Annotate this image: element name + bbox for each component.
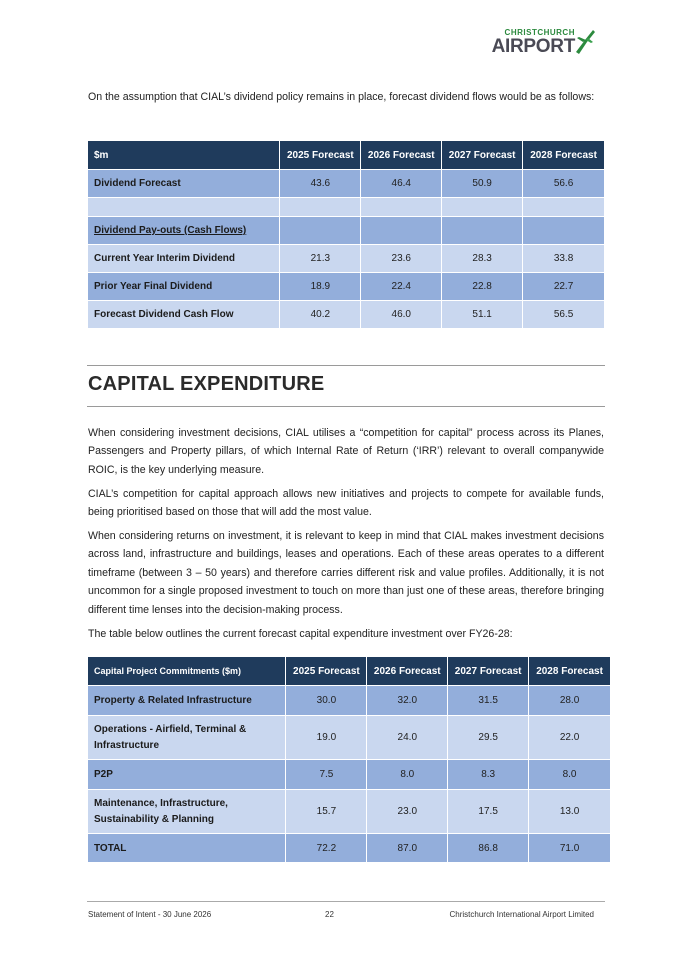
table-row (88, 301, 605, 329)
table-row (88, 716, 611, 760)
body-paragraph: When considering investment decisions, CIAL utilises a “competition for capital” process across its Planes, Passengers and Property pillars, of which Internal Rate of Return (‘IRR’) relevant to overall companywide ROIC, is the key underlying measure. (88, 427, 604, 476)
table-cell: 31.5 (448, 686, 529, 716)
table-header-cell: 2027 Forecast (448, 657, 529, 686)
body-paragraph: When considering returns on investment, it is relevant to keep in mind that CIAL makes investment decisions across land, infrastructure and buildings, leases and operations. Each of these areas operates to a different timeframe (between 3 – 50 years) and therefore carries different risk and value profiles. Additionally, it is not uncommon for a single proposed investment to touch on more than just one of these areas, therefore bringing different time lenses into the decision-making process. (88, 530, 604, 616)
table-row (88, 217, 605, 245)
table-cell: 23.6 (361, 245, 442, 273)
table-cell: 24.0 (367, 716, 448, 760)
table-cell: 56.6 (523, 170, 605, 198)
table-header-cell: 2027 Forecast (442, 141, 523, 170)
table-row (88, 790, 611, 834)
footer-company-name: Christchurch International Airport Limited (449, 910, 594, 919)
table-header-cell: 2028 Forecast (523, 141, 605, 170)
table-row (88, 273, 605, 301)
table-header-cell: 2025 Forecast (286, 657, 367, 686)
table-row (88, 686, 611, 716)
table-cell: 17.5 (448, 790, 529, 834)
row-label: Dividend Forecast (88, 170, 280, 198)
table-cell: 71.0 (529, 834, 611, 863)
footer-document-title: Statement of Intent - 30 June 2026 (88, 910, 212, 919)
table-cell: 28.0 (529, 686, 611, 716)
plane-leaf-icon (573, 26, 597, 56)
table-cell: 8.0 (367, 760, 448, 790)
table-cell (280, 198, 361, 217)
row-label: Maintenance, Infrastructure, Sustainability & Planning (88, 790, 286, 834)
table-cell: 22.4 (361, 273, 442, 301)
company-logo (485, 24, 597, 64)
table-cell: 28.3 (442, 245, 523, 273)
table-row (88, 760, 611, 790)
body-paragraph: CIAL’s competition for capital approach allows new initiatives and projects to compete for available funds, being prioritised based on those that will add the most value. (88, 488, 604, 519)
table-cell (361, 217, 442, 245)
table-cell: 13.0 (529, 790, 611, 834)
table-cell: 22.0 (529, 716, 611, 760)
table-cell: 23.0 (367, 790, 448, 834)
table-cell: 18.9 (280, 273, 361, 301)
row-label: Forecast Dividend Cash Flow (88, 301, 280, 329)
table-cell: 40.2 (280, 301, 361, 329)
table-cell: 32.0 (367, 686, 448, 716)
row-label: P2P (88, 760, 286, 790)
table-cell: 46.0 (361, 301, 442, 329)
table-cell: 87.0 (367, 834, 448, 863)
footer-divider (87, 901, 605, 902)
capex-table (87, 656, 611, 863)
table-cell (523, 217, 605, 245)
table-cell (280, 217, 361, 245)
table-header-cell: 2028 Forecast (529, 657, 611, 686)
table-cell: 51.1 (442, 301, 523, 329)
table-cell: 21.3 (280, 245, 361, 273)
table-header-cell: $m (88, 141, 280, 170)
table-cell: 15.7 (286, 790, 367, 834)
section-title: CAPITAL EXPENDITURE (88, 373, 325, 395)
table-cell (442, 217, 523, 245)
table-cell: 86.8 (448, 834, 529, 863)
table-cell (442, 198, 523, 217)
table-cell: 8.0 (529, 760, 611, 790)
row-label (88, 198, 280, 217)
table-cell: 72.2 (286, 834, 367, 863)
table-cell: 22.7 (523, 273, 605, 301)
row-label: Property & Related Infrastructure (88, 686, 286, 716)
table-cell: 22.8 (442, 273, 523, 301)
row-label: Prior Year Final Dividend (88, 273, 280, 301)
intro-paragraph: On the assumption that CIAL’s dividend policy remains in place, forecast dividend flows would be as follows: (88, 91, 595, 103)
row-label: Operations - Airfield, Terminal & Infrastructure (88, 716, 286, 760)
table-header-cell: 2025 Forecast (280, 141, 361, 170)
section-divider-top (87, 365, 605, 366)
table-header-cell: Capital Project Commitments ($m) (88, 657, 286, 686)
table-header-row (88, 657, 611, 686)
body-paragraph: The table below outlines the current forecast capital expenditure investment over FY26-28: (88, 628, 513, 640)
table-cell: 46.4 (361, 170, 442, 198)
table-row (88, 170, 605, 198)
footer-page-number: 22 (325, 910, 334, 919)
table-cell: 30.0 (286, 686, 367, 716)
table-cell: 56.5 (523, 301, 605, 329)
table-cell: 7.5 (286, 760, 367, 790)
row-label: Current Year Interim Dividend (88, 245, 280, 273)
table-cell: 19.0 (286, 716, 367, 760)
table-header-cell: 2026 Forecast (361, 141, 442, 170)
row-label: Dividend Pay-outs (Cash Flows) (88, 217, 280, 245)
table-cell (361, 198, 442, 217)
dividend-table (87, 140, 605, 329)
table-cell (523, 198, 605, 217)
table-row (88, 245, 605, 273)
table-cell: 8.3 (448, 760, 529, 790)
table-header-cell: 2026 Forecast (367, 657, 448, 686)
table-cell: 43.6 (280, 170, 361, 198)
table-cell: 29.5 (448, 716, 529, 760)
table-row (88, 198, 605, 217)
section-divider-bottom (87, 406, 605, 407)
logo-top-text: CHRISTCHURCH (504, 28, 575, 37)
table-row (88, 834, 611, 863)
table-cell: 50.9 (442, 170, 523, 198)
table-cell: 33.8 (523, 245, 605, 273)
table-header-row (88, 141, 605, 170)
row-label: TOTAL (88, 834, 286, 863)
logo-main-text: AIRPORT (491, 36, 575, 57)
